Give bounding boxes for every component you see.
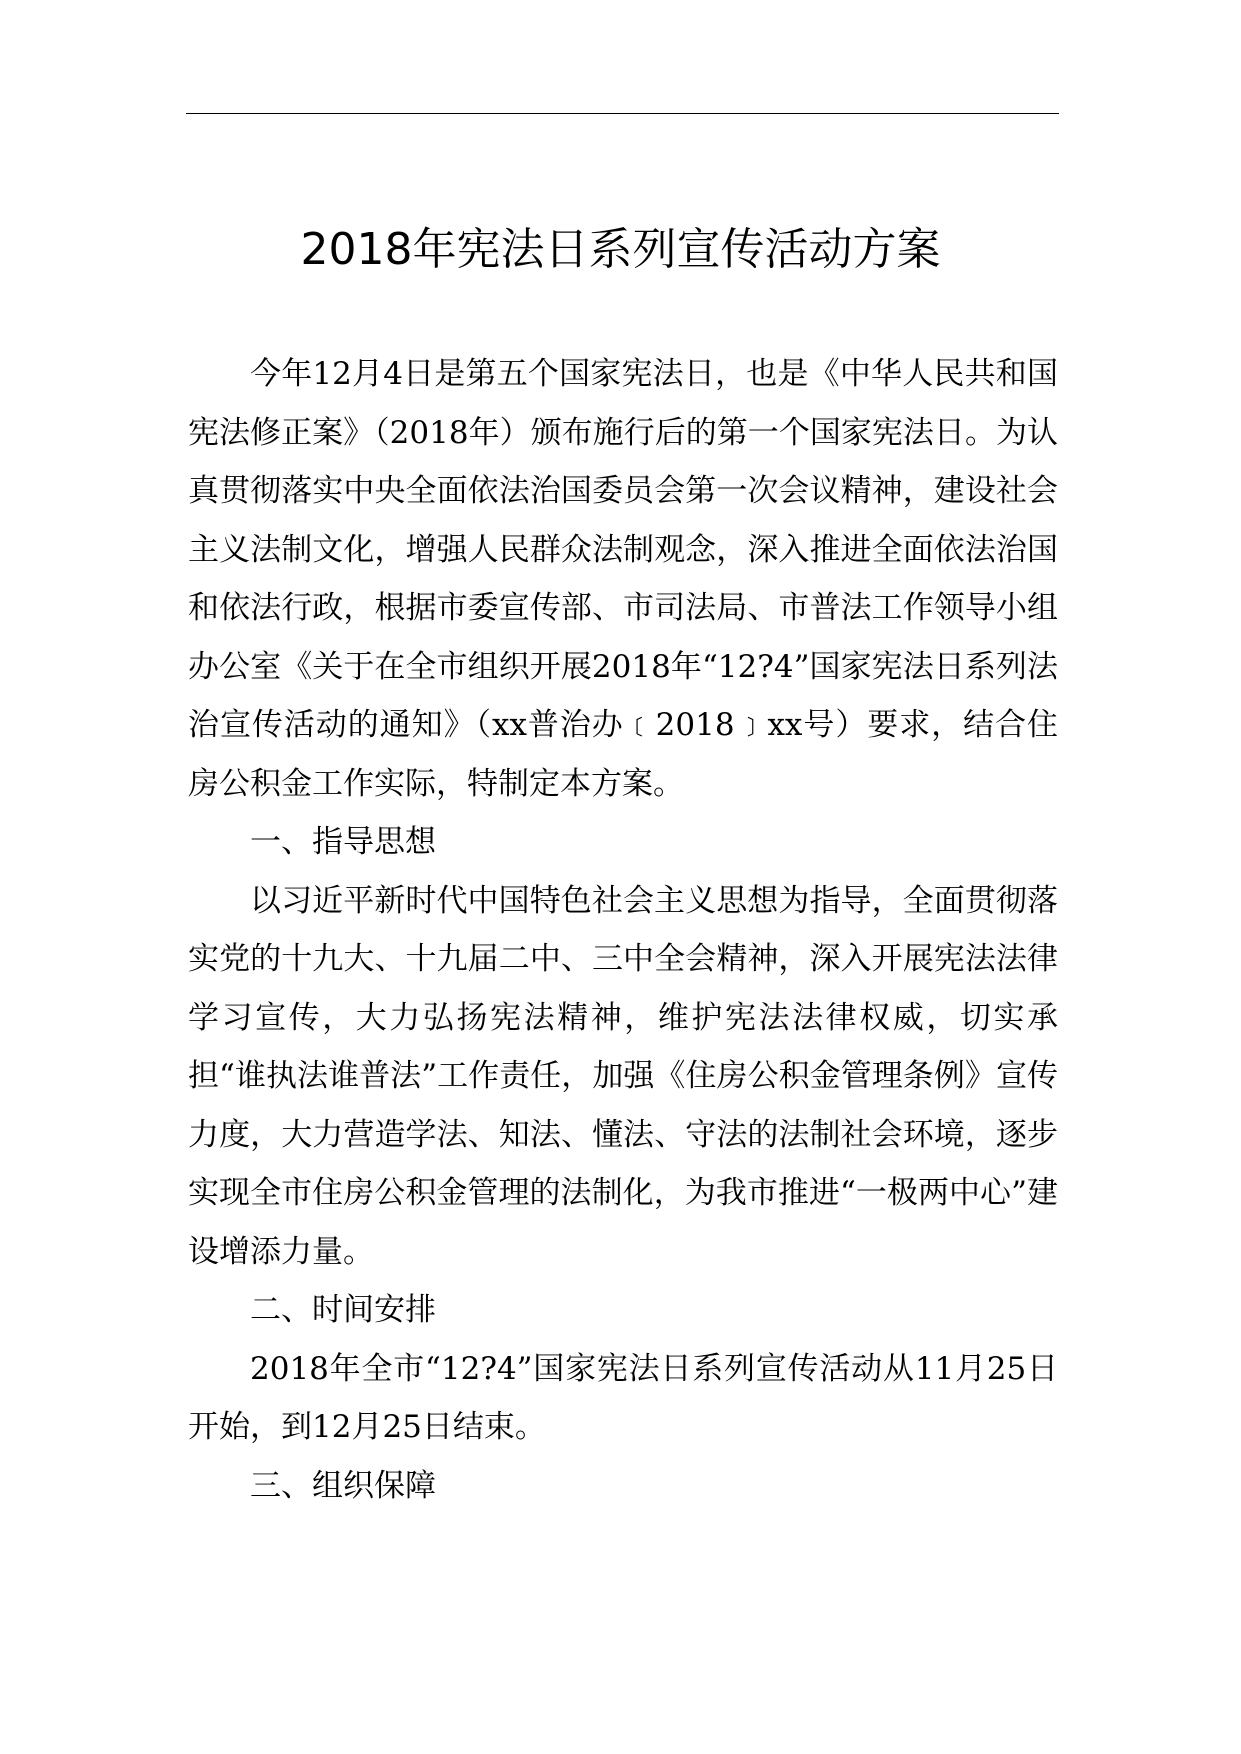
section-heading-schedule: 二、时间安排 — [250, 1292, 436, 1328]
guiding-thought-paragraph: 以习近平新时代中国特色社会主义思想为指导，全面贯彻落实党的十九大、十九届二中、三中全会精神，深入开展宪法法律学习宣传，大力弘扬宪法精神，维护宪法法律权威，切实承担“谁执法谁普法”工作责任，加强《住房公积金管理条例》宣传力度，大力营造学法、知法、懂法、守法的法制社会环境，逐步实现全市住房公积金管理的法制化，为我市推进“一极两中心”建设增添力量。 — [188, 882, 1058, 1270]
section-heading-organization: 三、组织保障 — [250, 1467, 436, 1504]
intro-paragraph: 今年12月4日是第五个国家宪法日，也是《中华人民共和国宪法修正案》（2018年）颁布施行后的第一个国家宪法日。为认真贯彻落实中央全面依法治国委员会第一次会议精神，建设社会主义法制文化，增强人民群众法制观念，深入推进全面依法治国和依法行政，根据市委宣传部、市司法局、市普法工作领导小组办公室《关于在全市组织开展2018年“12?4”国家宪法日系列法治宣传活动的通知》（xx普治办﹝2018﹞xx号）要求，结合住房公积金工作实际，特制定本方案。 — [188, 356, 1058, 802]
section-heading-guiding-thought: 一、指导思想 — [250, 824, 436, 860]
document-title: 2018年宪法日系列宣传活动方案 — [300, 224, 941, 275]
schedule-paragraph: 2018年全市“12?4”国家宪法日系列宣传活动从11月25日开始，到12月25日结束。 — [188, 1350, 1058, 1445]
header-rule — [186, 113, 1059, 114]
document-body — [188, 345, 1058, 1515]
